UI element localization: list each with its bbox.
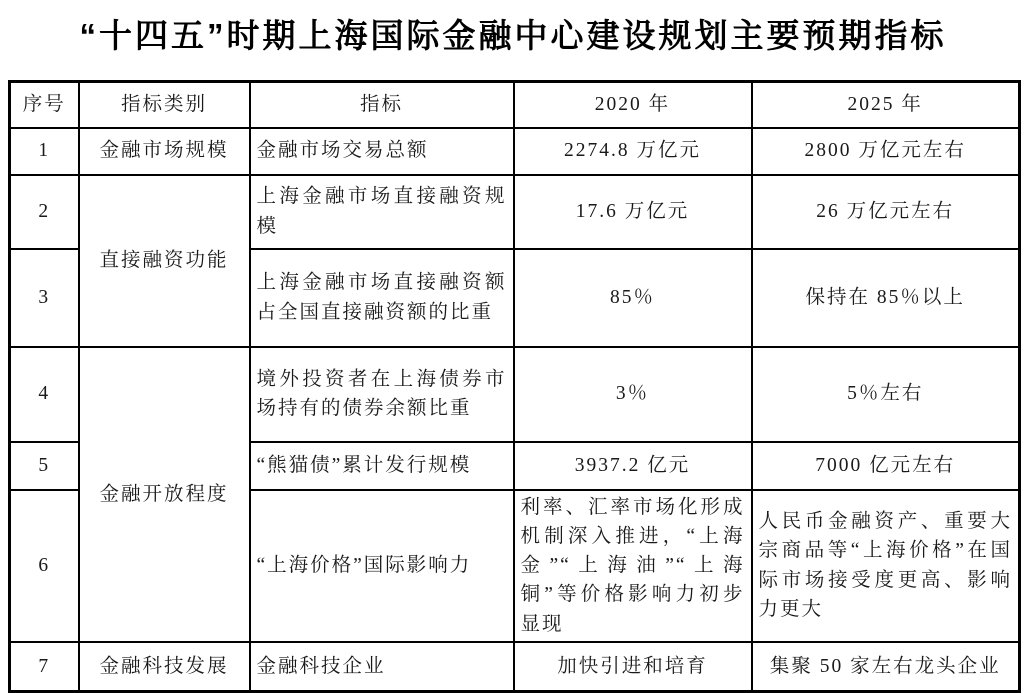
indicator-cell: “熊猫债”累计发行规模 <box>250 442 514 490</box>
value-2020-cell: 3％ <box>514 347 752 442</box>
value-2025-cell: 集聚 50 家左右龙头企业 <box>752 642 1020 692</box>
category-cell: 金融科技发展 <box>79 642 250 692</box>
value-2020-cell: 3937.2 亿元 <box>514 442 752 490</box>
value-2025-cell: 7000 亿元左右 <box>752 442 1020 490</box>
row-no-cell: 1 <box>10 128 79 175</box>
row-no-cell: 4 <box>10 347 79 442</box>
indicator-cell: 金融科技企业 <box>250 642 514 692</box>
row-no-cell: 5 <box>10 442 79 490</box>
header-indicator: 指标 <box>250 82 514 128</box>
indicator-cell: “上海价格”国际影响力 <box>250 490 514 642</box>
table-row <box>10 128 1020 175</box>
row-no-cell: 7 <box>10 642 79 692</box>
value-2020-cell: 2274.8 万亿元 <box>514 128 752 175</box>
value-2025-cell: 保持在 85％以上 <box>752 249 1020 347</box>
header-category: 指标类别 <box>79 82 250 128</box>
value-2025-cell: 26 万亿元左右 <box>752 175 1020 249</box>
value-2020-cell: 加快引进和培育 <box>514 642 752 692</box>
value-2020-cell: 17.6 万亿元 <box>514 175 752 249</box>
category-cell: 金融市场规模 <box>79 128 250 175</box>
row-no-cell: 6 <box>10 490 79 642</box>
row-no-cell: 2 <box>10 175 79 249</box>
value-2025-cell: 5％左右 <box>752 347 1020 442</box>
value-2020-cell: 利率、汇率市场化形成机制深入推进，“上海金”“上海油”“上海铜”等价格影响力初步显现 <box>514 490 752 642</box>
category-cell: 金融开放程度 <box>79 347 250 642</box>
indicator-cell: 金融市场交易总额 <box>250 128 514 175</box>
value-2025-cell: 2800 万亿元左右 <box>752 128 1020 175</box>
value-2020-cell: 85％ <box>514 249 752 347</box>
row-no-cell: 3 <box>10 249 79 347</box>
indicators-table <box>8 80 1021 693</box>
category-cell: 直接融资功能 <box>79 175 250 347</box>
indicator-cell: 上海金融市场直接融资额占全国直接融资额的比重 <box>250 249 514 347</box>
header-2020: 2020 年 <box>514 82 752 128</box>
page-title: “十四五”时期上海国际金融中心建设规划主要预期指标 <box>79 17 947 54</box>
table-row <box>10 347 1020 442</box>
table-row <box>10 642 1020 692</box>
table-row <box>10 175 1020 249</box>
value-2025-cell: 人民币金融资产、重要大宗商品等“上海价格”在国际市场接受度更高、影响力更大 <box>752 490 1020 642</box>
indicator-cell: 上海金融市场直接融资规模 <box>250 175 514 249</box>
header-2025: 2025 年 <box>752 82 1020 128</box>
indicator-cell: 境外投资者在上海债券市场持有的债券余额比重 <box>250 347 514 442</box>
table-header-row <box>10 82 1020 128</box>
header-no: 序号 <box>10 82 79 128</box>
